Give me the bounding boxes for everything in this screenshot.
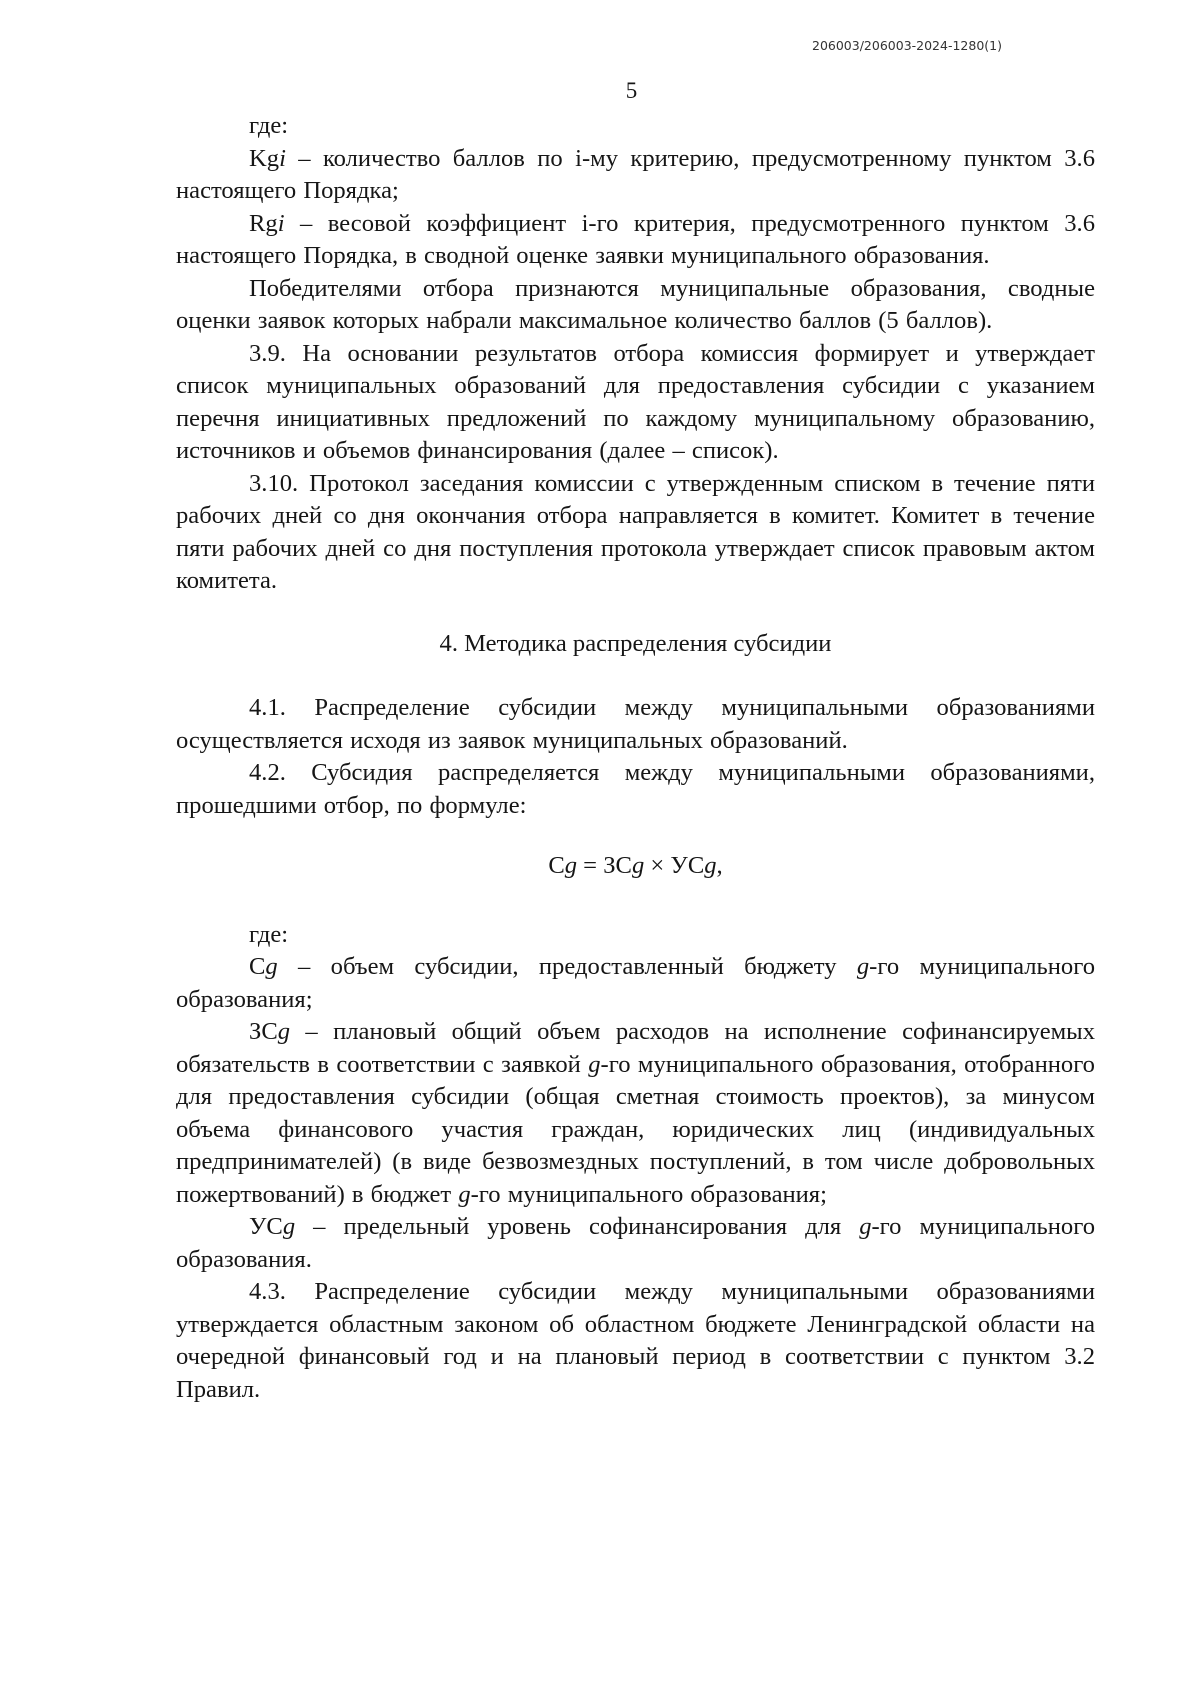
- rgi-symbol-index: i: [277, 209, 285, 237]
- formula-zcg-index: g: [631, 852, 645, 879]
- rgi-description: – весовой коэффициент i-го критерия, предусмотренного пунктом 3.6 настоящего Порядка, в сводной оценке заявки муниципального образования.: [176, 209, 1095, 269]
- formula-cg-index: g: [564, 852, 578, 879]
- zcg-symbol: ЗC: [249, 1018, 278, 1045]
- formula-ucg-index: g: [704, 852, 717, 879]
- cg-symbol-index: g: [265, 953, 278, 980]
- cg-symbol: C: [249, 953, 266, 980]
- where-label-2: где:: [249, 920, 289, 948]
- zcg-index-inline-2: g: [458, 1180, 471, 1208]
- paragraph-4-1: 4.1. Распределение субсидии между муниципальными образованиями осуществляется исходя из заявок муниципальных образований.: [176, 694, 1095, 754]
- kgi-description: – количество баллов по i-му критерию, предусмотренному пунктом 3.6 настоящего Порядка;: [176, 144, 1095, 204]
- definition-cg: [176, 951, 1095, 1016]
- zcg-description-2: -го муниципального образования, отобранного для предоставления субсидии (общая сметная стоимость проектов), за минусом объема финансового участия граждан, юридических лиц (индивидуальных предпринимателей) (в виде безвозмездных поступлений, в том числе добровольных пожертвований) в бюджет: [176, 1050, 1095, 1208]
- zcg-index-inline-1: g: [588, 1050, 601, 1078]
- paragraph-4-2: 4.2. Субсидия распределяется между муниципальными образованиями, прошедшими отбор, по формуле:: [176, 759, 1095, 819]
- formula-end: ,: [716, 852, 723, 879]
- ucg-index-inline: g: [859, 1213, 872, 1240]
- section-4-title: 4. Методика распределения субсидии: [439, 629, 832, 657]
- ucg-symbol-index: g: [282, 1213, 296, 1240]
- rgi-symbol: Rg: [249, 209, 278, 237]
- winners-paragraph: Победителями отбора признаются муниципальные образования, сводные оценки заявок которых набрали максимальное количество баллов (5 баллов).: [176, 274, 1095, 334]
- kgi-symbol: Kg: [249, 144, 280, 172]
- page-number: 5: [625, 78, 638, 103]
- formula-equals-zcg: = ЗC: [577, 852, 632, 879]
- formula-times-ucg: × УC: [644, 852, 705, 879]
- zcg-symbol-index: g: [277, 1018, 291, 1045]
- cg-index-inline: g: [856, 953, 870, 980]
- kgi-symbol-index: i: [279, 144, 286, 172]
- ucg-description-1: – предельный уровень софинансирования для: [295, 1213, 860, 1240]
- zcg-description-1: – плановый общий объем расходов на исполнение софинансируемых обязательств в соответствии с заявкой: [176, 1018, 1095, 1078]
- paragraph-4-3: 4.3. Распределение субсидии между муниципальными образованиями утверждается областным законом об областном бюджете Ленинградской области на очередной финансовый год и на плановый период в соответствии с пунктом 3.2 Правил.: [176, 1278, 1095, 1403]
- ucg-symbol: УC: [249, 1213, 283, 1240]
- definition-kgi: [176, 143, 1095, 208]
- formula-cg: C: [548, 852, 565, 879]
- definition-rgi: [176, 208, 1095, 273]
- document-number: 206003/206003-2024-1280(1): [812, 38, 1002, 53]
- ucg-description-2: -го муниципального образования.: [176, 1213, 1095, 1273]
- zcg-description-3: -го муниципального образования;: [470, 1180, 827, 1208]
- definition-zcg: [176, 1016, 1095, 1211]
- where-label-1: где:: [249, 112, 289, 139]
- cg-description-1: – объем субсидии, предоставленный бюджету: [277, 953, 857, 980]
- definition-ucg: [176, 1211, 1095, 1276]
- paragraph-3-9: 3.9. На основании результатов отбора комиссия формирует и утверждает список муниципальных образований для предоставления субсидии с указанием перечня инициативных предложений по каждому муниципальному образованию, источников и объемов финансирования (далее – список).: [176, 339, 1095, 464]
- cg-description-2: -го муниципального образования;: [176, 953, 1095, 1013]
- distribution-formula: [176, 850, 1095, 883]
- document-body: [176, 110, 1095, 1406]
- paragraph-3-10: 3.10. Протокол заседания комиссии с утвержденным списком в течение пяти рабочих дней со дня окончания отбора направляется в комитет. Комитет в течение пяти рабочих дней со дня поступления протокола утверждает список правовым актом комитета.: [176, 469, 1095, 594]
